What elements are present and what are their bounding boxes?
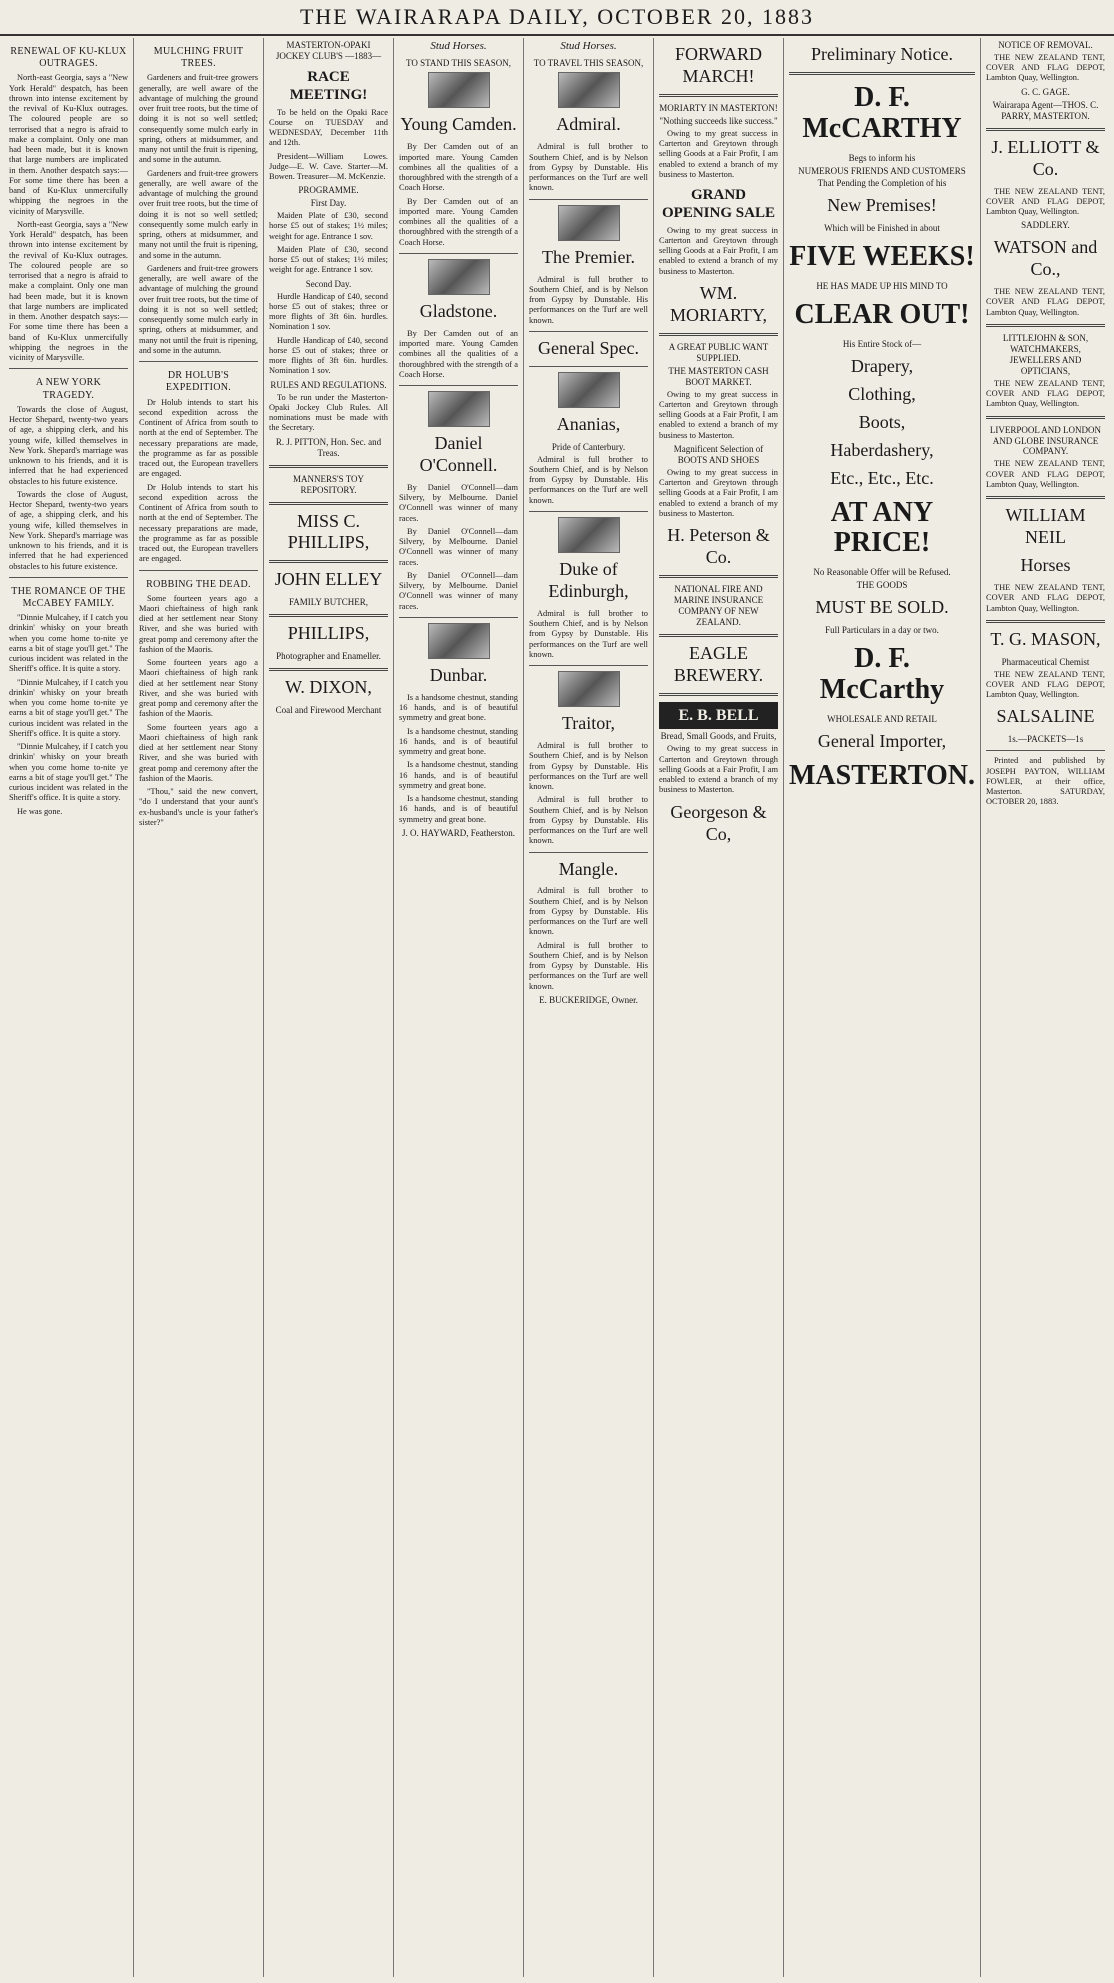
ad-subheading: Coal and Firewood Merchant: [275, 705, 382, 716]
ad-text: Owing to my great success in Carterton and Greytown through selling Goods at a Fair Profit, I am enabled to extend a branch of my business to Masterton.: [659, 389, 778, 440]
ad-text: His Entire Stock of—: [842, 338, 922, 349]
ad-heading: W. DIXON,: [285, 677, 372, 698]
ad-heading: WM. MORIARTY,: [669, 282, 768, 325]
race-meeting-title: RACE MEETING!: [289, 68, 368, 104]
divider: [529, 665, 648, 666]
section-header: Stud Horses.: [560, 40, 617, 52]
article-text: "Dinnie Mulcahey, if I catch you drinkin' whisky on your breath when you come home to-nite ye earns a bit of stage you'll get." The curious incident was related in the Sheriff's office. It is quite a story.: [9, 677, 128, 738]
divider: [986, 128, 1105, 131]
divider: [529, 852, 648, 853]
ad-text: Begs to inform his: [848, 152, 916, 163]
ad-text: Maiden Plate of £30, second horse £5 out of stakes; 1½ miles; weight for age. Entrance 1 sov.: [269, 244, 388, 275]
article-text: North-east Georgia, says a "New York Herald" despatch, has been thrown into intense excitement by the revival of Ku-Klux outrages. The coloured people are so terrorised that a negro is afraid to make a complaint. Only one man had been made, but it is known that large numbers are implicated in them. Another despatch says:—For some time there has been a band of Ku-Klux unmercifully whipping the negroes in the vicinity of Marysville.: [9, 219, 128, 363]
horse-illustration: [428, 391, 490, 427]
ad-heading: EAGLE BREWERY.: [673, 642, 764, 685]
ad-text: Which will be Finished in about: [824, 223, 940, 234]
signature: J. O. HAYWARD, Featherston.: [402, 827, 515, 838]
stock-item: Etc., Etc., Etc.: [830, 467, 934, 488]
ad-text: By Der Camden out of an imported mare. Young Camden combines all the qualities of a thoroughbred with the strength of a Coach Horse.: [399, 196, 518, 247]
divider: [399, 385, 518, 386]
signature: E. BUCKERIDGE, Owner.: [539, 994, 638, 1005]
ad-text: Owing to my great success in Carterton and Greytown through selling Goods at a Fair Profit, I am enabled to extend a branch of my business to Masterton.: [659, 744, 778, 795]
column-7: [784, 38, 981, 1977]
ad-heading: H. Peterson & Co.: [667, 525, 770, 568]
divider: [986, 750, 1105, 751]
article-text: Towards the close of August, Hector Shepard, twenty-two years of age, a shipping clerk, and his young wife, killed themselves in New York. Shepard's marriage was unknown to his friends, and it is inferred that he had experienced obstacles to his future existence.: [9, 404, 128, 486]
signature: G. C. GAGE.: [1021, 86, 1070, 97]
ad-text: WHOLESALE AND RETAIL: [827, 713, 937, 724]
ad-heading: JOHN ELLEY: [274, 569, 383, 590]
ad-text: By Der Camden out of an imported mare. Young Camden combines all the qualities of a thoroughbred with the strength of a Coach Horse.: [399, 142, 518, 193]
ad-text: Owing to my great success in Carterton and Greytown through selling Goods at a Fair Profit, I am enabled to extend a branch of my business to Masterton.: [659, 225, 778, 276]
ad-text: THE NEW ZEALAND TENT, COVER AND FLAG DEPOT, Lambton Quay, Wellington.: [985, 459, 1105, 489]
ad-banner: E. B. BELL: [659, 702, 778, 730]
ad-text: Admiral is full brother to Southern Chief, and is by Nelson from Gypsy by Dunstable. His performances on the Turf are well known.: [529, 608, 648, 659]
article-text: Gardeners and fruit-tree growers generally, are well aware of the advantage of mulching the ground over fruit tree roots, but the time of doing it is not so well settled; consequently some mulch early in spring, others at midsummer, and many not until the fruit is ripening, and some in the autumn.: [139, 263, 258, 355]
ad-text: Is a handsome chestnut, standing 16 hands, and is of beautiful symmetry and great bone.: [399, 692, 518, 723]
signature: R. J. PITTON, Hon. Sec. and Treas.: [275, 436, 382, 458]
ad-heading: PHILLIPS,: [287, 623, 370, 644]
ad-heading: Horses: [1020, 555, 1071, 576]
ad-text: Is a handsome chestnut, standing 16 hands, and is of beautiful symmetry and great bone.: [399, 794, 518, 824]
ad-text: General Importer,: [817, 730, 947, 751]
ad-heading: T. G. MASON,: [990, 628, 1101, 649]
ad-heading: Magnificent Selection of BOOTS AND SHOES: [673, 443, 764, 465]
stock-item: Clothing,: [848, 383, 916, 404]
article-heading: RENEWAL OF KU-KLUX OUTRAGES.: [10, 46, 127, 70]
divider: [529, 366, 648, 367]
ad-heading: TO STAND THIS SEASON,: [406, 58, 511, 69]
ad-heading: LIVERPOOL AND LONDON AND GLOBE INSURANCE COMPANY.: [989, 424, 1102, 457]
ad-text: By Daniel O'Connell—dam Silvery, by Melbourne. Daniel O'Connell was winner of many races.: [399, 482, 518, 523]
merchant-name-2: D. F. McCarthy: [819, 643, 945, 705]
article-heading: ROBBING THE DEAD.: [146, 578, 251, 590]
divider: [269, 614, 388, 617]
article-heading: MULCHING FRUIT TREES.: [153, 46, 244, 70]
divider: [139, 361, 258, 362]
divider: [659, 94, 778, 97]
article-text: Some fourteen years ago a Maori chieftainess of high rank died at her settlement near Stony River, and she was buried with great pomp and ceremony after the fashion of the Maoris.: [139, 658, 258, 719]
horse-illustration: [428, 259, 490, 295]
ad-text: THE NEW ZEALAND TENT, COVER AND FLAG DEPOT, Lambton Quay, Wellington.: [985, 186, 1105, 217]
ad-text: Owing to my great success in Carterton and Greytown through selling Goods at a Fair Profit, I am enabled to extend a branch of my business to Masterton.: [659, 467, 778, 518]
article-heading: DR HOLUB'S EXPEDITION.: [165, 370, 232, 394]
ad-heading: WATSON and Co.,: [993, 237, 1098, 280]
ad-heading: GRAND OPENING SALE: [662, 187, 775, 222]
article-heading: A NEW YORK TRAGEDY.: [35, 377, 102, 401]
divider: [986, 416, 1105, 419]
ad-heading: TO TRAVEL THIS SEASON,: [533, 58, 644, 69]
column-6: [654, 38, 784, 1977]
stock-item: Haberdashery,: [830, 439, 934, 460]
column-4: [394, 38, 524, 1977]
ad-text: HE HAS MADE UP HIS MIND TO: [816, 281, 948, 292]
ad-text: Admiral is full brother to Southern Chief, and is by Nelson from Gypsy by Dunstable. His performances on the Turf are well known.: [529, 741, 648, 792]
horse-illustration: [558, 517, 620, 553]
club-header: MASTERTON-OPAKI JOCKEY CLUB'S —1883—: [275, 40, 382, 61]
preliminary-notice: Preliminary Notice.: [811, 44, 953, 64]
horse-name: Daniel O'Connell.: [419, 433, 498, 475]
imprint: Printed and published by JOSEPH PAYTON, WILLIAM FOWLER, at their office, Masterton. SATURDAY, OCTOBER 20, 1883.: [985, 756, 1105, 807]
ad-text: NUMEROUS FRIENDS AND CUSTOMERS: [798, 165, 966, 176]
ad-text: THE NEW ZEALAND TENT, COVER AND FLAG DEPOT, Lambton Quay, Wellington.: [985, 669, 1105, 700]
section-header: Stud Horses.: [430, 40, 487, 52]
stock-item: Drapery,: [850, 355, 914, 376]
masthead: THE WAIRARAPA DAILY, OCTOBER 20, 1883: [0, 0, 1114, 36]
horse-name: Ananias,: [556, 413, 621, 434]
column-8: [981, 38, 1110, 1977]
ad-heading: FORWARD MARCH!: [674, 44, 763, 86]
ad-text: Admiral is full brother to Southern Chief, and is by Nelson from Gypsy by Dunstable. His performances on the Turf are well known.: [529, 886, 648, 937]
divider: [659, 575, 778, 578]
day-heading: Second Day.: [305, 278, 352, 289]
article-text: "Dinnie Mulcahey, if I catch you drinkin' whisky on your breath when you come home to-nite ye earns a bit of stage you'll get." The curious incident was related in the Sheriff's office. It is quite a story.: [9, 613, 128, 674]
column-1: [4, 38, 134, 1977]
town-name: MASTERTON.: [789, 759, 975, 791]
divider: [269, 502, 388, 505]
ad-text: THE GOODS: [856, 580, 908, 591]
horse-illustration: [558, 372, 620, 408]
new-premises: New Premises!: [827, 195, 937, 216]
horse-name: Traitor,: [561, 713, 616, 734]
five-weeks: FIVE WEEKS!: [789, 241, 975, 273]
ad-heading: SALSALINE: [996, 706, 1095, 727]
divider: [139, 570, 258, 571]
article-text: Towards the close of August, Hector Shepard, twenty-two years of age, a shipping clerk, and his young wife, killed themselves in New York. Shepard's marriage was unknown to his friends, and it is inferred that he had experienced obstacles to his future existence.: [9, 489, 128, 571]
ad-heading: MISS C. PHILLIPS,: [287, 510, 370, 553]
ad-heading: Wairarapa Agent—THOS. C. PARRY, MASTERTON.: [992, 99, 1099, 121]
article-text: North-east Georgia, says a "New York Herald" despatch, has been thrown into intense excitement by the revival of Ku-Klux outrages. The coloured people are so terrorised that a negro is afraid to make a complaint. Only one man had been made, but it is known that large numbers are implicated in them. Another despatch says:—For some time there has been a band of Ku-Klux unmercifully whipping the negroes in the vicinity of Marysville.: [9, 73, 128, 216]
horse-name: General Spec.: [538, 337, 639, 358]
ad-text: THE NEW ZEALAND TENT, COVER AND FLAG DEPOT, Lambton Quay, Wellington.: [985, 583, 1105, 613]
column-5: [524, 38, 654, 1977]
ad-text: Full Particulars in a day or two.: [825, 625, 939, 636]
article-text: Gardeners and fruit-tree growers generally, are well aware of the advantage of mulching the ground over fruit tree roots, but the time of doing it is not so well settled; consequently some mulch early in spring, others at midsummer, and many not until the fruit is ripening, and some in the autumn.: [139, 168, 258, 260]
stock-item: Boots,: [858, 411, 906, 432]
ad-text: THE NEW ZEALAND TENT, COVER AND FLAG DEPOT, Lambton Quay, Wellington.: [985, 52, 1105, 83]
divider: [399, 617, 518, 618]
divider: [986, 620, 1105, 623]
ad-heading: LITTLEJOHN & SON, WATCHMAKERS, JEWELLERS AND OPTICIANS,: [1002, 332, 1089, 376]
ad-heading: A GREAT PUBLIC WANT SUPPLIED.: [668, 341, 769, 363]
ad-subheading: Pharmaceutical Chemist: [1001, 656, 1090, 667]
article-text: "Dinnie Mulcahey, if I catch you drinkin' whisky on your breath when you come home to-nite ye earns a bit of stage you'll get." The curious incident was related in the Sheriff's office. It is quite a story.: [9, 742, 128, 803]
divider: [986, 324, 1105, 327]
column-3: [264, 38, 394, 1977]
ad-text: Admiral is full brother to Southern Chief, and is by Nelson from Gypsy by Dunstable. His performances on the Turf are well known.: [529, 274, 648, 325]
ad-heading: Georgeson & Co,: [670, 801, 767, 844]
ad-text: Maiden Plate of £30, second horse £5 out of stakes; 1½ miles; weight for age. Entrance 1 sov.: [269, 211, 388, 241]
horse-name: Dunbar.: [429, 664, 488, 685]
ad-heading: WILLIAM NEIL: [1005, 505, 1086, 548]
article-text: Dr Holub intends to start his second expedition across the Continent of Africa from south to north at the end of September. The necessary preparations are made, the programme as far as possible traced out, the European travellers are engaged.: [139, 397, 258, 479]
rules-heading: RULES AND REGULATIONS.: [270, 379, 387, 390]
ad-text: THE NEW ZEALAND TENT, COVER AND FLAG DEPOT, Lambton Quay, Wellington.: [985, 287, 1105, 317]
ad-subheading: FAMILY BUTCHER,: [288, 597, 369, 608]
horse-illustration: [428, 623, 490, 659]
divider: [9, 577, 128, 578]
ad-text: Is a handsome chestnut, standing 16 hands, and is of beautiful symmetry and great bone.: [399, 760, 518, 790]
ad-text: Admiral is full brother to Southern Chief, and is by Nelson from Gypsy by Dunstable. His performances on the Turf are well known.: [529, 454, 648, 505]
ad-text: That Pending the Completion of his: [817, 178, 947, 189]
ad-heading: Bread, Small Goods, and Fruits,: [660, 731, 777, 742]
divider: [659, 333, 778, 336]
ad-text: No Reasonable Offer will be Refused.: [813, 567, 951, 578]
article-heading: THE ROMANCE OF THE McCABEY FAMILY.: [11, 585, 126, 609]
ad-heading: NATIONAL FIRE AND MARINE INSURANCE COMPANY OF NEW ZEALAND.: [673, 584, 764, 627]
horse-name: Admiral.: [556, 114, 621, 135]
columns: [4, 38, 1110, 1977]
article-text: "Thou," said the new convert, "do I understand that your aunt's ex-husband's uncle is your father's sister?": [139, 787, 258, 827]
divider: [9, 368, 128, 369]
ad-text: THE NEW ZEALAND TENT, COVER AND FLAG DEPOT, Lambton Quay, Wellington.: [985, 378, 1105, 409]
ad-text: Owing to my great success in Carterton and Greytown through selling Goods at a Fair Profit, I am enabled to extend a branch of my business to Masterton.: [659, 128, 778, 179]
ad-heading: NOTICE OF REMOVAL.: [998, 40, 1093, 50]
ad-heading: SADDLERY.: [1021, 220, 1070, 231]
programme-heading: PROGRAMME.: [298, 185, 359, 196]
ad-text: To be run under the Masterton-Opaki Jockey Club Rules. All nominations must be made with the Secretary.: [269, 392, 388, 433]
ad-slogan: "Nothing succeeds like success.": [659, 115, 778, 126]
horse-name: Gladstone.: [419, 300, 498, 321]
ad-text: Is a handsome chestnut, standing 16 hands, and is of beautiful symmetry and great bone.: [399, 726, 518, 757]
divider: [269, 465, 388, 468]
divider: [789, 72, 975, 75]
ad-heading: J. ELLIOTT & Co.: [991, 136, 1100, 179]
ad-subheading: Photographer and Enameller.: [276, 651, 381, 662]
horse-illustration: [428, 72, 490, 108]
ad-text: Hurdle Handicap of £40, second horse £5 out of stakes; three or more flights of 3ft 6in. hurdles. Nomination 1 sov.: [269, 335, 388, 376]
horse-name: Young Camden.: [400, 114, 517, 135]
divider: [986, 496, 1105, 499]
ad-text: By Daniel O'Connell—dam Silvery, by Melbourne. Daniel O'Connell was winner of many races.: [399, 526, 518, 567]
ad-text: Admiral is full brother to Southern Chief, and is by Nelson from Gypsy by Dunstable. His performances on the Turf are well known.: [529, 795, 648, 846]
ad-text: Admiral is full brother to Southern Chief, and is by Nelson from Gypsy by Dunstable. His performances on the Turf are well known.: [529, 940, 648, 991]
article-text: Some fourteen years ago a Maori chieftainess of high rank died at her settlement near Stony River, and she was buried with great pomp and ceremony after the fashion of the Maoris.: [139, 722, 258, 783]
divider: [269, 668, 388, 671]
divider: [659, 693, 778, 696]
ad-text: Admiral is full brother to Southern Chief, and is by Nelson from Gypsy by Dunstable. His performances on the Turf are well known.: [529, 142, 648, 193]
article-text: He was gone.: [17, 806, 63, 816]
column-2: [134, 38, 264, 1977]
divider: [529, 199, 648, 200]
ad-text: By Daniel O'Connell—dam Silvery, by Melbourne. Daniel O'Connell was winner of many races.: [399, 570, 518, 611]
ad-heading: THE MASTERTON CASH BOOT MARKET.: [668, 365, 769, 387]
day-heading: First Day.: [310, 198, 347, 209]
ad-text: To be held on the Opaki Race Course on TUESDAY and WEDNESDAY, December 11th and 12th.: [269, 107, 388, 148]
article-text: Some fourteen years ago a Maori chieftainess of high rank died at her settlement near Stony River, and she was buried with great pomp and ceremony after the fashion of the Maoris.: [139, 593, 258, 654]
merchant-name: D. F. McCARTHY: [802, 81, 962, 144]
horse-name: Mangle.: [558, 858, 619, 879]
horse-subname: Pride of Canterbury.: [551, 441, 626, 452]
ad-text: President—William Lowes. Judge—E. W. Cave. Starter—M. Bowen. Treasurer—M. McKenzie.: [269, 151, 388, 182]
article-text: Dr Holub intends to start his second expedition across the Continent of Africa from south to north at the end of September. The necessary preparations are made, the programme as far as possible traced out, the European travellers are engaged.: [139, 482, 258, 564]
divider: [659, 634, 778, 637]
divider: [529, 511, 648, 512]
divider: [399, 253, 518, 254]
ad-text: Hurdle Handicap of £40, second horse £5 out of stakes; three or more flights of 3ft 6in. hurdles. Nomination 1 sov.: [269, 291, 388, 332]
horse-illustration: [558, 72, 620, 108]
must-be-sold: MUST BE SOLD.: [815, 597, 949, 618]
horse-illustration: [558, 205, 620, 241]
article-text: Gardeners and fruit-tree growers generally, are well aware of the advantage of mulching the ground over fruit tree roots, but the time of doing it is not so well settled; consequently some mulch early in spring, others at midsummer, and many not until the fruit is ripening, and some in the autumn.: [139, 73, 258, 165]
clear-out: CLEAR OUT!: [794, 299, 970, 331]
horse-name: The Premier.: [542, 246, 635, 267]
ad-subheading: 1s.—PACKETS—1s: [1007, 734, 1084, 745]
ad-heading: MANNERS'S TOY REPOSITORY.: [292, 473, 365, 495]
divider: [529, 331, 648, 332]
at-any-price: AT ANY PRICE!: [830, 496, 934, 559]
horse-illustration: [558, 671, 620, 707]
horse-name: Duke of Edinburgh,: [548, 558, 629, 601]
ad-text: By Der Camden out of an imported mare. Young Camden combines all the qualities of a thoroughbred with the strength of a Coach Horse.: [399, 328, 518, 379]
divider: [269, 560, 388, 563]
ad-heading: MORIARTY IN MASTERTON!: [659, 102, 778, 113]
